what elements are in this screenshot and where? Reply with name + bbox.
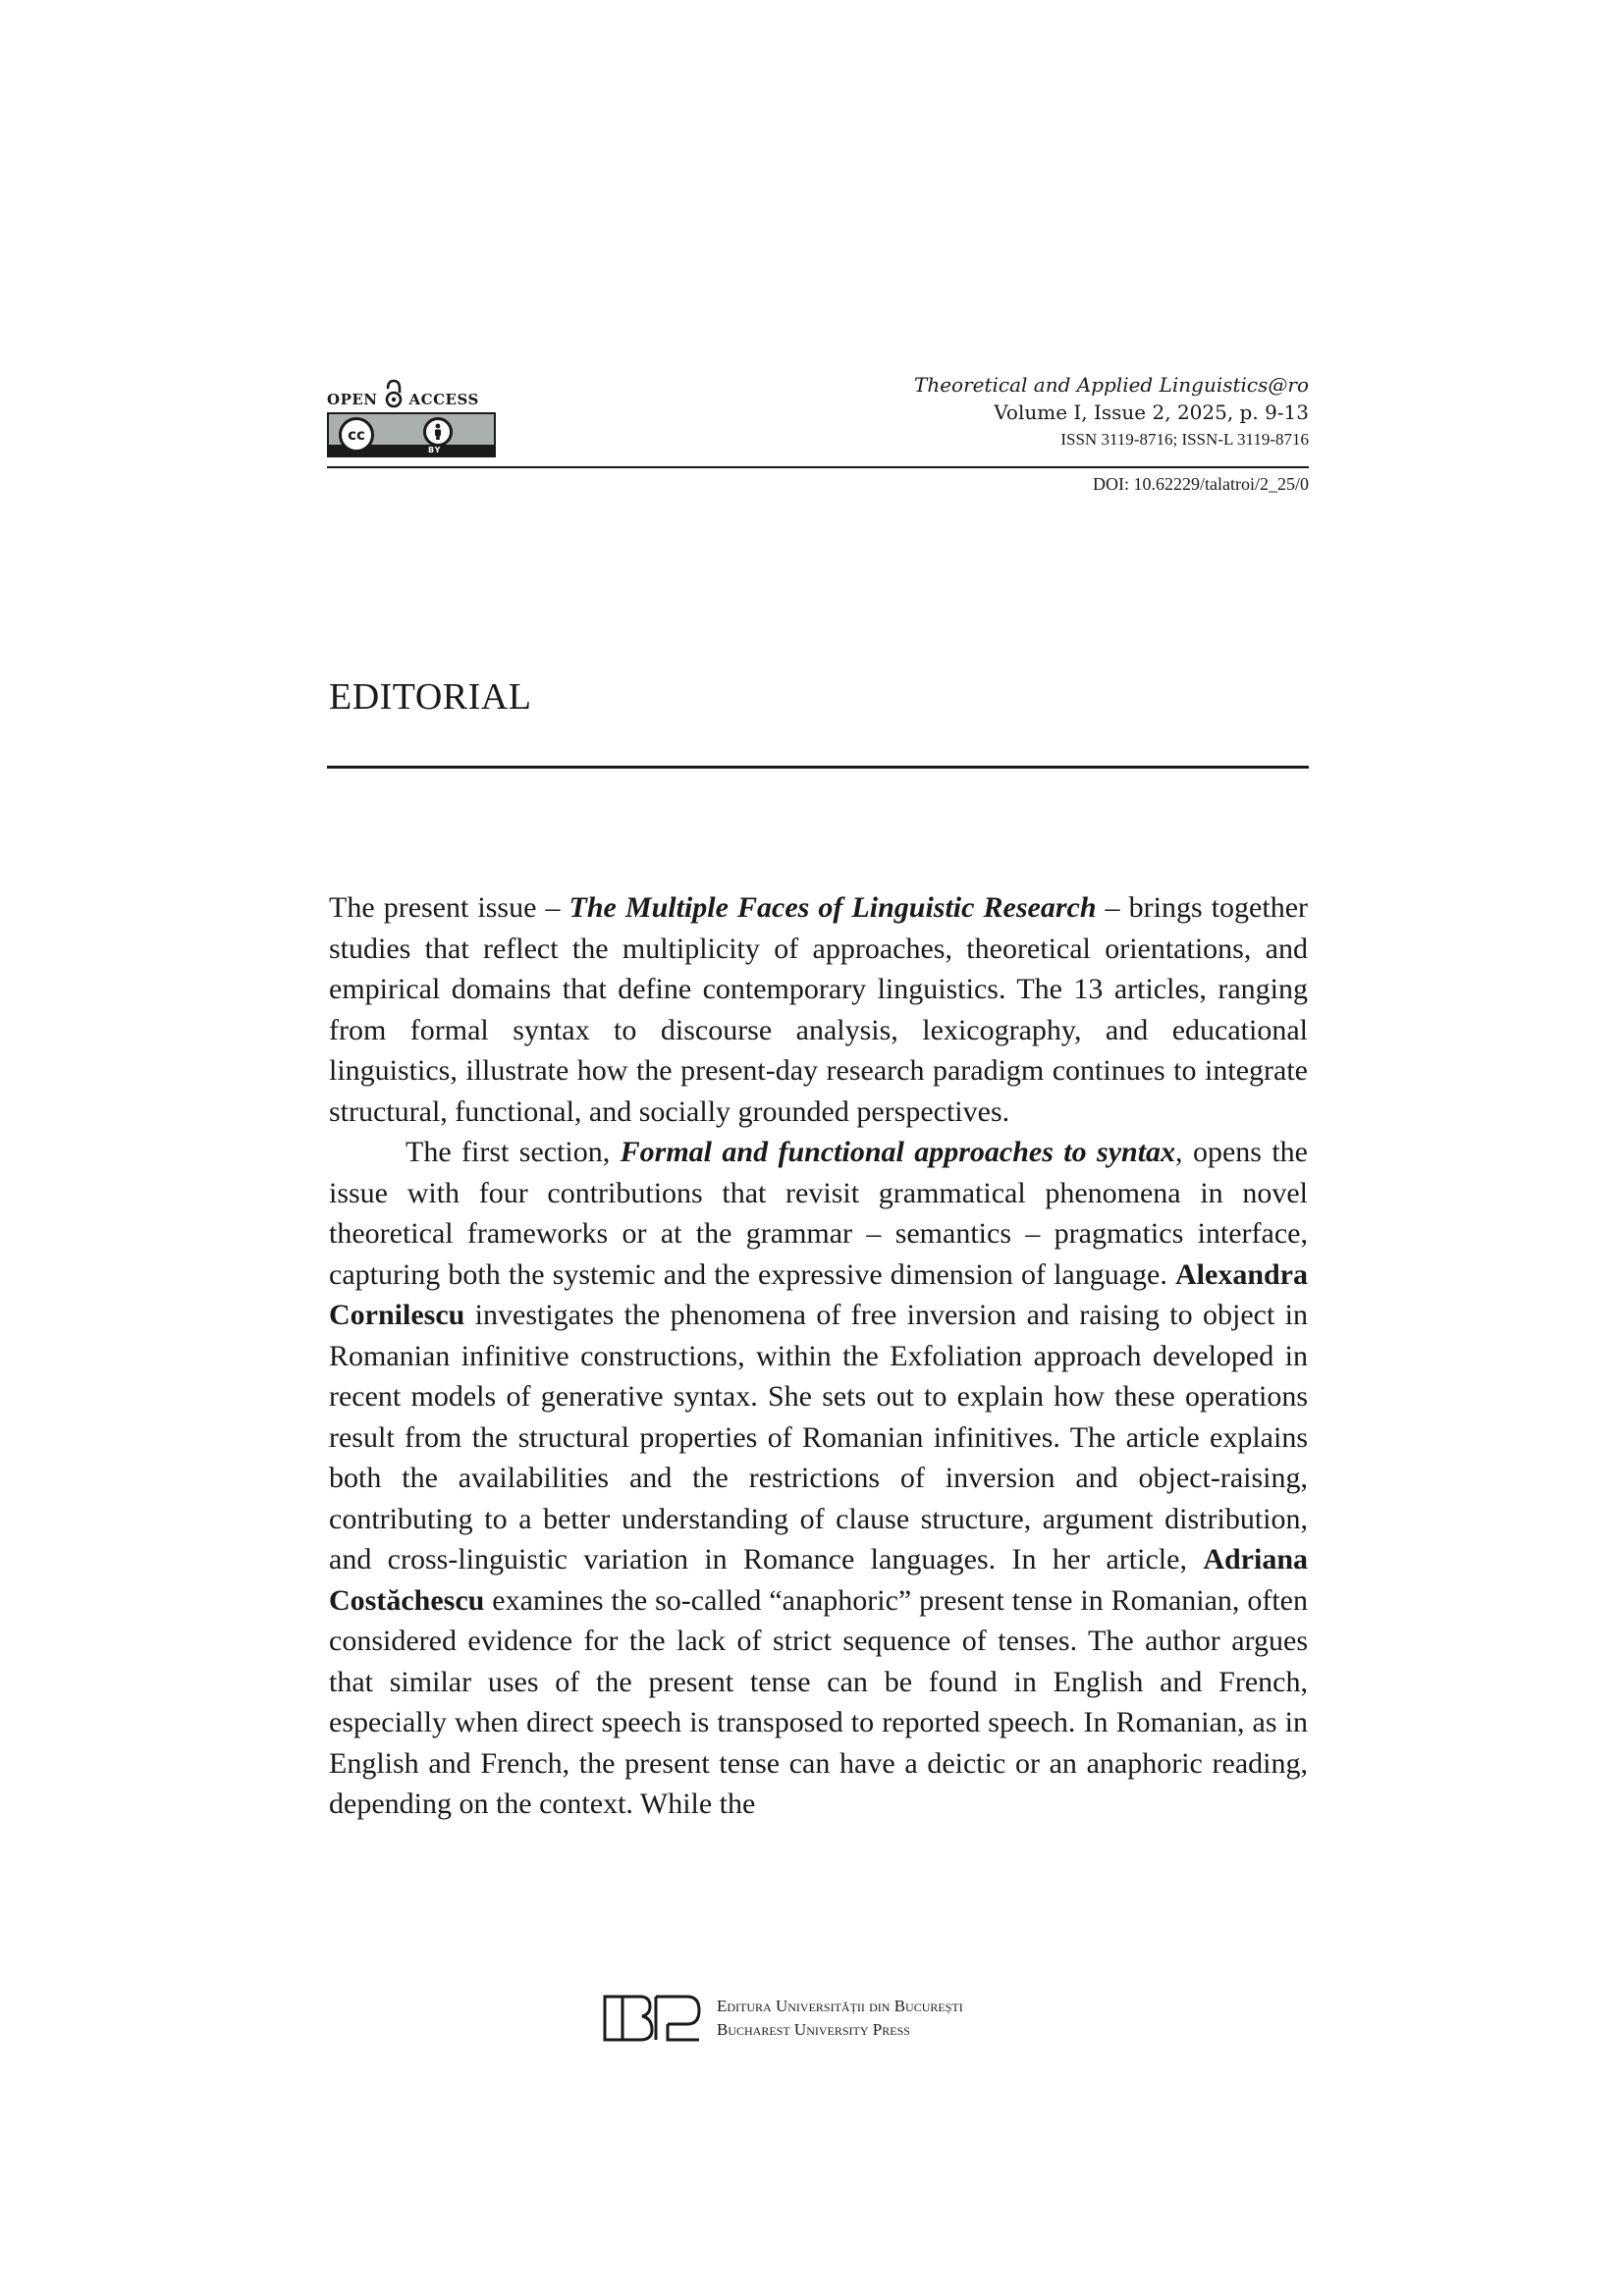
cc-by-icon (327, 412, 496, 457)
paragraph-1 (329, 887, 1308, 1132)
by-label: BY (428, 446, 442, 454)
author-name-1: Alexandra Cornilescu (329, 1257, 1308, 1331)
journal-issn: ISSN 3119-8716; ISSN-L 3119-8716 (1060, 430, 1309, 449)
header-divider (327, 466, 1309, 468)
title-divider (327, 766, 1309, 769)
author-name-2: Adriana Costăchescu (329, 1543, 1308, 1617)
section-title: Formal and functional approaches to syntax (620, 1136, 1176, 1168)
journal-info (914, 371, 1309, 454)
p1-text-b: – brings together studies that reflect the multiplicity of approaches, theoretical orientations, and empirical domains that define contemporary linguistics. The 13 articles, ranging from formal syntax to discourse analysis, lexicography, and educational linguistics, illustrate how the present-day research paradigm continues to integrate structural, functional, and socially grounded perspectives. (329, 891, 1308, 1128)
issue-title: The Multiple Faces of Linguistic Research (568, 891, 1097, 924)
publisher-name-ro: Editura Universității din București (717, 1997, 963, 2015)
publisher-name-en: Bucharest University Press (717, 2020, 910, 2039)
publisher-names (717, 1995, 963, 2042)
open-access-icon (384, 379, 404, 408)
p1-text-a: The present issue – (329, 891, 569, 924)
journal-volume: Volume I, Issue 2, 2025, p. 9-13 (994, 400, 1309, 424)
bup-logo-icon (601, 1993, 703, 2044)
open-access-label (327, 377, 496, 408)
journal-title: Theoretical and Applied Linguistics@ro (913, 373, 1309, 397)
p2-text-d: examines the so-called “anaphoric” present tense in Romanian, often considered evidence for the lack of strict sequence of tenses. The author argues that similar uses of the present tense can be found in English and French, especially when direct speech is transposed to reported speech. In Romanian, as in English and French, the present tense can have a deictic or an anaphoric reading, depending on the context. While the (329, 1583, 1308, 1820)
paragraph-2 (329, 1132, 1308, 1825)
p2-text-a: The first section, (406, 1136, 621, 1168)
p2-text-c: investigates the phenomena of free inversion and raising to object in Romanian infinitive constructions, within the Exfoliation approach developed in recent models of generative syntax. She sets out to explain how these operations result from the structural properties of Romanian infinitives. The article explains both the availabilities and the restrictions of inversion and object-raising, contributing to a better understanding of clause structure, argument distribution, and cross-linguistic variation in Romance languages. In her article, (329, 1299, 1308, 1575)
attribution-icon (423, 417, 453, 447)
publisher-footer (601, 1993, 963, 2044)
open-access-right-text: ACCESS (408, 391, 479, 408)
cc-circle-icon: cc (339, 417, 374, 453)
page-title: EDITORIAL (329, 676, 532, 718)
article-body (329, 887, 1308, 1825)
open-access-left-text: OPEN (327, 391, 378, 408)
doi-text: DOI: 10.62229/talatroi/2_25/0 (1093, 474, 1309, 494)
open-access-block (327, 377, 496, 457)
p2-text-b: , opens the issue with four contributions that revisit grammatical phenomena in novel theoretical frameworks or at the grammar – semantics – pragmatics interface, capturing both the systemic and the expressive dimension of language. (329, 1136, 1308, 1291)
